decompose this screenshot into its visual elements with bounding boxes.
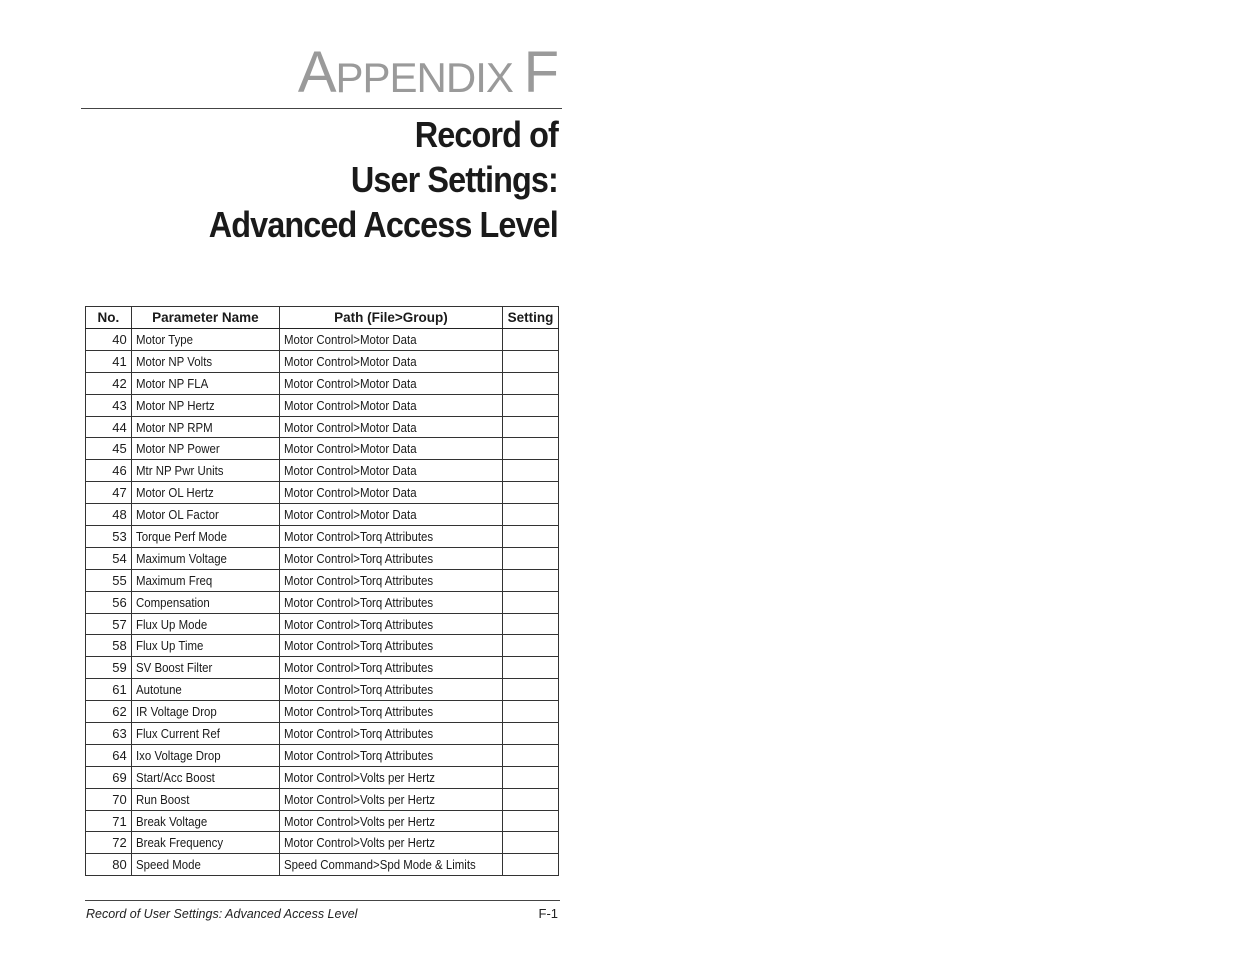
parameter-path: Motor Control>Torq Attributes [284,550,434,566]
setting-cell [502,569,558,591]
table-row [86,482,559,504]
title-line-2: User Settings: [350,159,558,200]
parameter-name: Motor OL Hertz [135,485,214,501]
parameter-name: Ixo Voltage Drop [135,747,221,763]
parameter-name: Break Frequency [135,835,223,851]
parameter-path: Motor Control>Volts per Hertz [284,835,436,851]
setting-cell [502,635,558,657]
table-row [86,766,559,788]
table-row [86,438,559,460]
setting-cell [502,547,558,569]
parameter-number: 55 [86,569,132,591]
parameter-path-cell [280,329,503,351]
parameter-name: SV Boost Filter [135,660,213,676]
parameter-path-cell [280,547,503,569]
parameter-path: Motor Control>Motor Data [284,419,417,435]
parameter-number: 54 [86,547,132,569]
setting-cell [502,416,558,438]
parameter-number: 48 [86,504,132,526]
parameter-name-cell [131,482,279,504]
parameter-number: 70 [86,788,132,810]
parameter-number: 69 [86,766,132,788]
parameter-name: Torque Perf Mode [135,528,227,544]
setting-cell [502,394,558,416]
parameter-table [85,306,559,876]
parameter-name-cell [131,723,279,745]
appendix-letter: F [523,40,558,105]
setting-cell [502,788,558,810]
parameter-number: 43 [86,394,132,416]
table-row [86,701,559,723]
setting-cell [502,460,558,482]
setting-cell [502,766,558,788]
parameter-name-cell [131,547,279,569]
parameter-number: 53 [86,526,132,548]
setting-cell [502,679,558,701]
parameter-path-cell [280,810,503,832]
parameter-name: Maximum Voltage [135,550,227,566]
parameter-name: Mtr NP Pwr Units [135,463,224,479]
parameter-number: 40 [86,329,132,351]
appendix-first-letter: A [297,40,336,105]
parameter-name: Flux Current Ref [135,725,220,741]
setting-cell [502,744,558,766]
parameter-path: Motor Control>Torq Attributes [284,704,434,720]
parameter-path: Motor Control>Torq Attributes [284,528,434,544]
parameter-name: Flux Up Mode [135,616,207,632]
parameter-path: Motor Control>Motor Data [284,375,417,391]
parameter-name: Start/Acc Boost [135,769,215,785]
parameter-name: Motor NP Volts [135,353,212,369]
parameter-name: Compensation [135,594,210,610]
parameter-path-cell [280,416,503,438]
page-number: F-1 [538,906,558,921]
table-row [86,591,559,613]
parameter-name-cell [131,394,279,416]
parameter-name-cell [131,460,279,482]
appendix-heading [297,40,558,105]
footer-title: Record of User Settings: Advanced Access Level [86,907,358,921]
setting-cell [502,701,558,723]
setting-cell [502,591,558,613]
setting-cell [502,657,558,679]
parameter-path: Motor Control>Volts per Hertz [284,813,436,829]
parameter-name: Motor NP Hertz [135,397,215,413]
table-header-row [86,307,559,329]
table-row [86,547,559,569]
parameter-name: Motor NP Power [135,441,220,457]
setting-cell [502,723,558,745]
table-row [86,788,559,810]
parameter-path: Motor Control>Motor Data [284,331,417,347]
parameter-path: Motor Control>Torq Attributes [284,638,434,654]
parameter-path: Motor Control>Motor Data [284,353,417,369]
parameter-number: 80 [86,854,132,876]
parameter-path-cell [280,613,503,635]
parameter-number: 56 [86,591,132,613]
setting-cell [502,810,558,832]
parameter-path: Motor Control>Torq Attributes [284,594,434,610]
parameter-name-cell [131,504,279,526]
parameter-path: Motor Control>Volts per Hertz [284,769,436,785]
parameter-path-cell [280,591,503,613]
setting-cell [502,350,558,372]
parameter-number: 45 [86,438,132,460]
parameter-name-cell [131,613,279,635]
parameter-path: Motor Control>Torq Attributes [284,572,434,588]
parameter-name-cell [131,701,279,723]
table-row [86,810,559,832]
title-line-3: Advanced Access Level [208,204,558,245]
parameter-number: 42 [86,372,132,394]
parameter-name-cell [131,372,279,394]
parameter-path: Speed Command>Spd Mode & Limits [284,857,476,873]
parameter-path-cell [280,832,503,854]
parameter-name-cell [131,350,279,372]
parameter-name: Maximum Freq [135,572,213,588]
table-row [86,679,559,701]
parameter-name: IR Voltage Drop [135,704,217,720]
table-row [86,394,559,416]
parameter-name-cell [131,329,279,351]
parameter-path: Motor Control>Torq Attributes [284,616,434,632]
setting-cell [502,482,558,504]
parameter-path-cell [280,744,503,766]
setting-cell [502,438,558,460]
parameter-name: Break Voltage [135,813,207,829]
parameter-name: Motor NP FLA [135,375,208,391]
setting-cell [502,832,558,854]
table-row [86,613,559,635]
parameter-path: Motor Control>Motor Data [284,397,417,413]
parameter-name-cell [131,810,279,832]
parameter-path-cell [280,854,503,876]
table-row [86,832,559,854]
setting-cell [502,613,558,635]
parameter-number: 64 [86,744,132,766]
table-row [86,329,559,351]
parameter-name: Flux Up Time [135,638,204,654]
table-body [86,329,559,876]
parameter-name: Speed Mode [135,857,201,873]
parameter-path: Motor Control>Torq Attributes [284,725,434,741]
setting-cell [502,504,558,526]
parameter-path: Motor Control>Volts per Hertz [284,791,436,807]
parameter-number: 71 [86,810,132,832]
parameter-path-cell [280,788,503,810]
parameter-path-cell [280,460,503,482]
setting-cell [502,854,558,876]
parameter-name-cell [131,744,279,766]
heading-divider [81,108,562,109]
table-row [86,744,559,766]
parameter-number: 44 [86,416,132,438]
parameter-number: 61 [86,679,132,701]
header-no: No. [86,307,132,329]
table-row [86,569,559,591]
table-row [86,416,559,438]
parameter-path: Motor Control>Torq Attributes [284,747,434,763]
parameter-name-cell [131,438,279,460]
table-row [86,372,559,394]
footer-divider [85,900,560,901]
parameter-path-cell [280,723,503,745]
parameter-number: 58 [86,635,132,657]
parameter-number: 57 [86,613,132,635]
table-row [86,657,559,679]
setting-cell [502,329,558,351]
parameter-path-cell [280,394,503,416]
parameter-number: 47 [86,482,132,504]
parameter-number: 59 [86,657,132,679]
parameter-name-cell [131,416,279,438]
parameter-number: 46 [86,460,132,482]
table-row [86,460,559,482]
parameter-name: Motor OL Factor [135,507,219,523]
parameter-path-cell [280,635,503,657]
parameter-number: 62 [86,701,132,723]
table-row [86,854,559,876]
table-row [86,723,559,745]
parameter-number: 72 [86,832,132,854]
parameter-name: Motor NP RPM [135,419,213,435]
parameter-name-cell [131,569,279,591]
parameter-name-cell [131,591,279,613]
appendix-word-rest: PPENDIX [335,54,513,101]
table-row [86,635,559,657]
parameter-path-cell [280,679,503,701]
parameter-path-cell [280,504,503,526]
parameter-path-cell [280,350,503,372]
parameter-name-cell [131,679,279,701]
parameter-name-cell [131,766,279,788]
parameter-path: Motor Control>Motor Data [284,441,417,457]
parameter-name: Motor Type [135,331,193,347]
parameter-path-cell [280,526,503,548]
table-row [86,504,559,526]
table-row [86,350,559,372]
parameter-path-cell [280,372,503,394]
parameter-path-cell [280,766,503,788]
parameter-path-cell [280,438,503,460]
parameter-path-cell [280,569,503,591]
table-row [86,526,559,548]
parameter-path: Motor Control>Motor Data [284,463,417,479]
title-line-1: Record of [414,114,558,155]
parameter-path: Motor Control>Torq Attributes [284,682,434,698]
parameter-name-cell [131,526,279,548]
parameter-name-cell [131,657,279,679]
parameter-name: Run Boost [135,791,190,807]
setting-cell [502,372,558,394]
parameter-path-cell [280,701,503,723]
parameter-path: Motor Control>Motor Data [284,485,417,501]
parameter-path-cell [280,657,503,679]
parameter-name-cell [131,832,279,854]
parameter-name: Autotune [135,682,182,698]
parameter-path: Motor Control>Torq Attributes [284,660,434,676]
parameter-name-cell [131,854,279,876]
page-title [170,112,558,247]
parameter-path: Motor Control>Motor Data [284,507,417,523]
header-setting: Setting [502,307,558,329]
parameter-name-cell [131,788,279,810]
setting-cell [502,526,558,548]
parameter-number: 41 [86,350,132,372]
parameter-name-cell [131,635,279,657]
header-path: Path (File>Group) [280,307,503,329]
parameter-path-cell [280,482,503,504]
parameter-number: 63 [86,723,132,745]
header-parameter-name: Parameter Name [131,307,279,329]
